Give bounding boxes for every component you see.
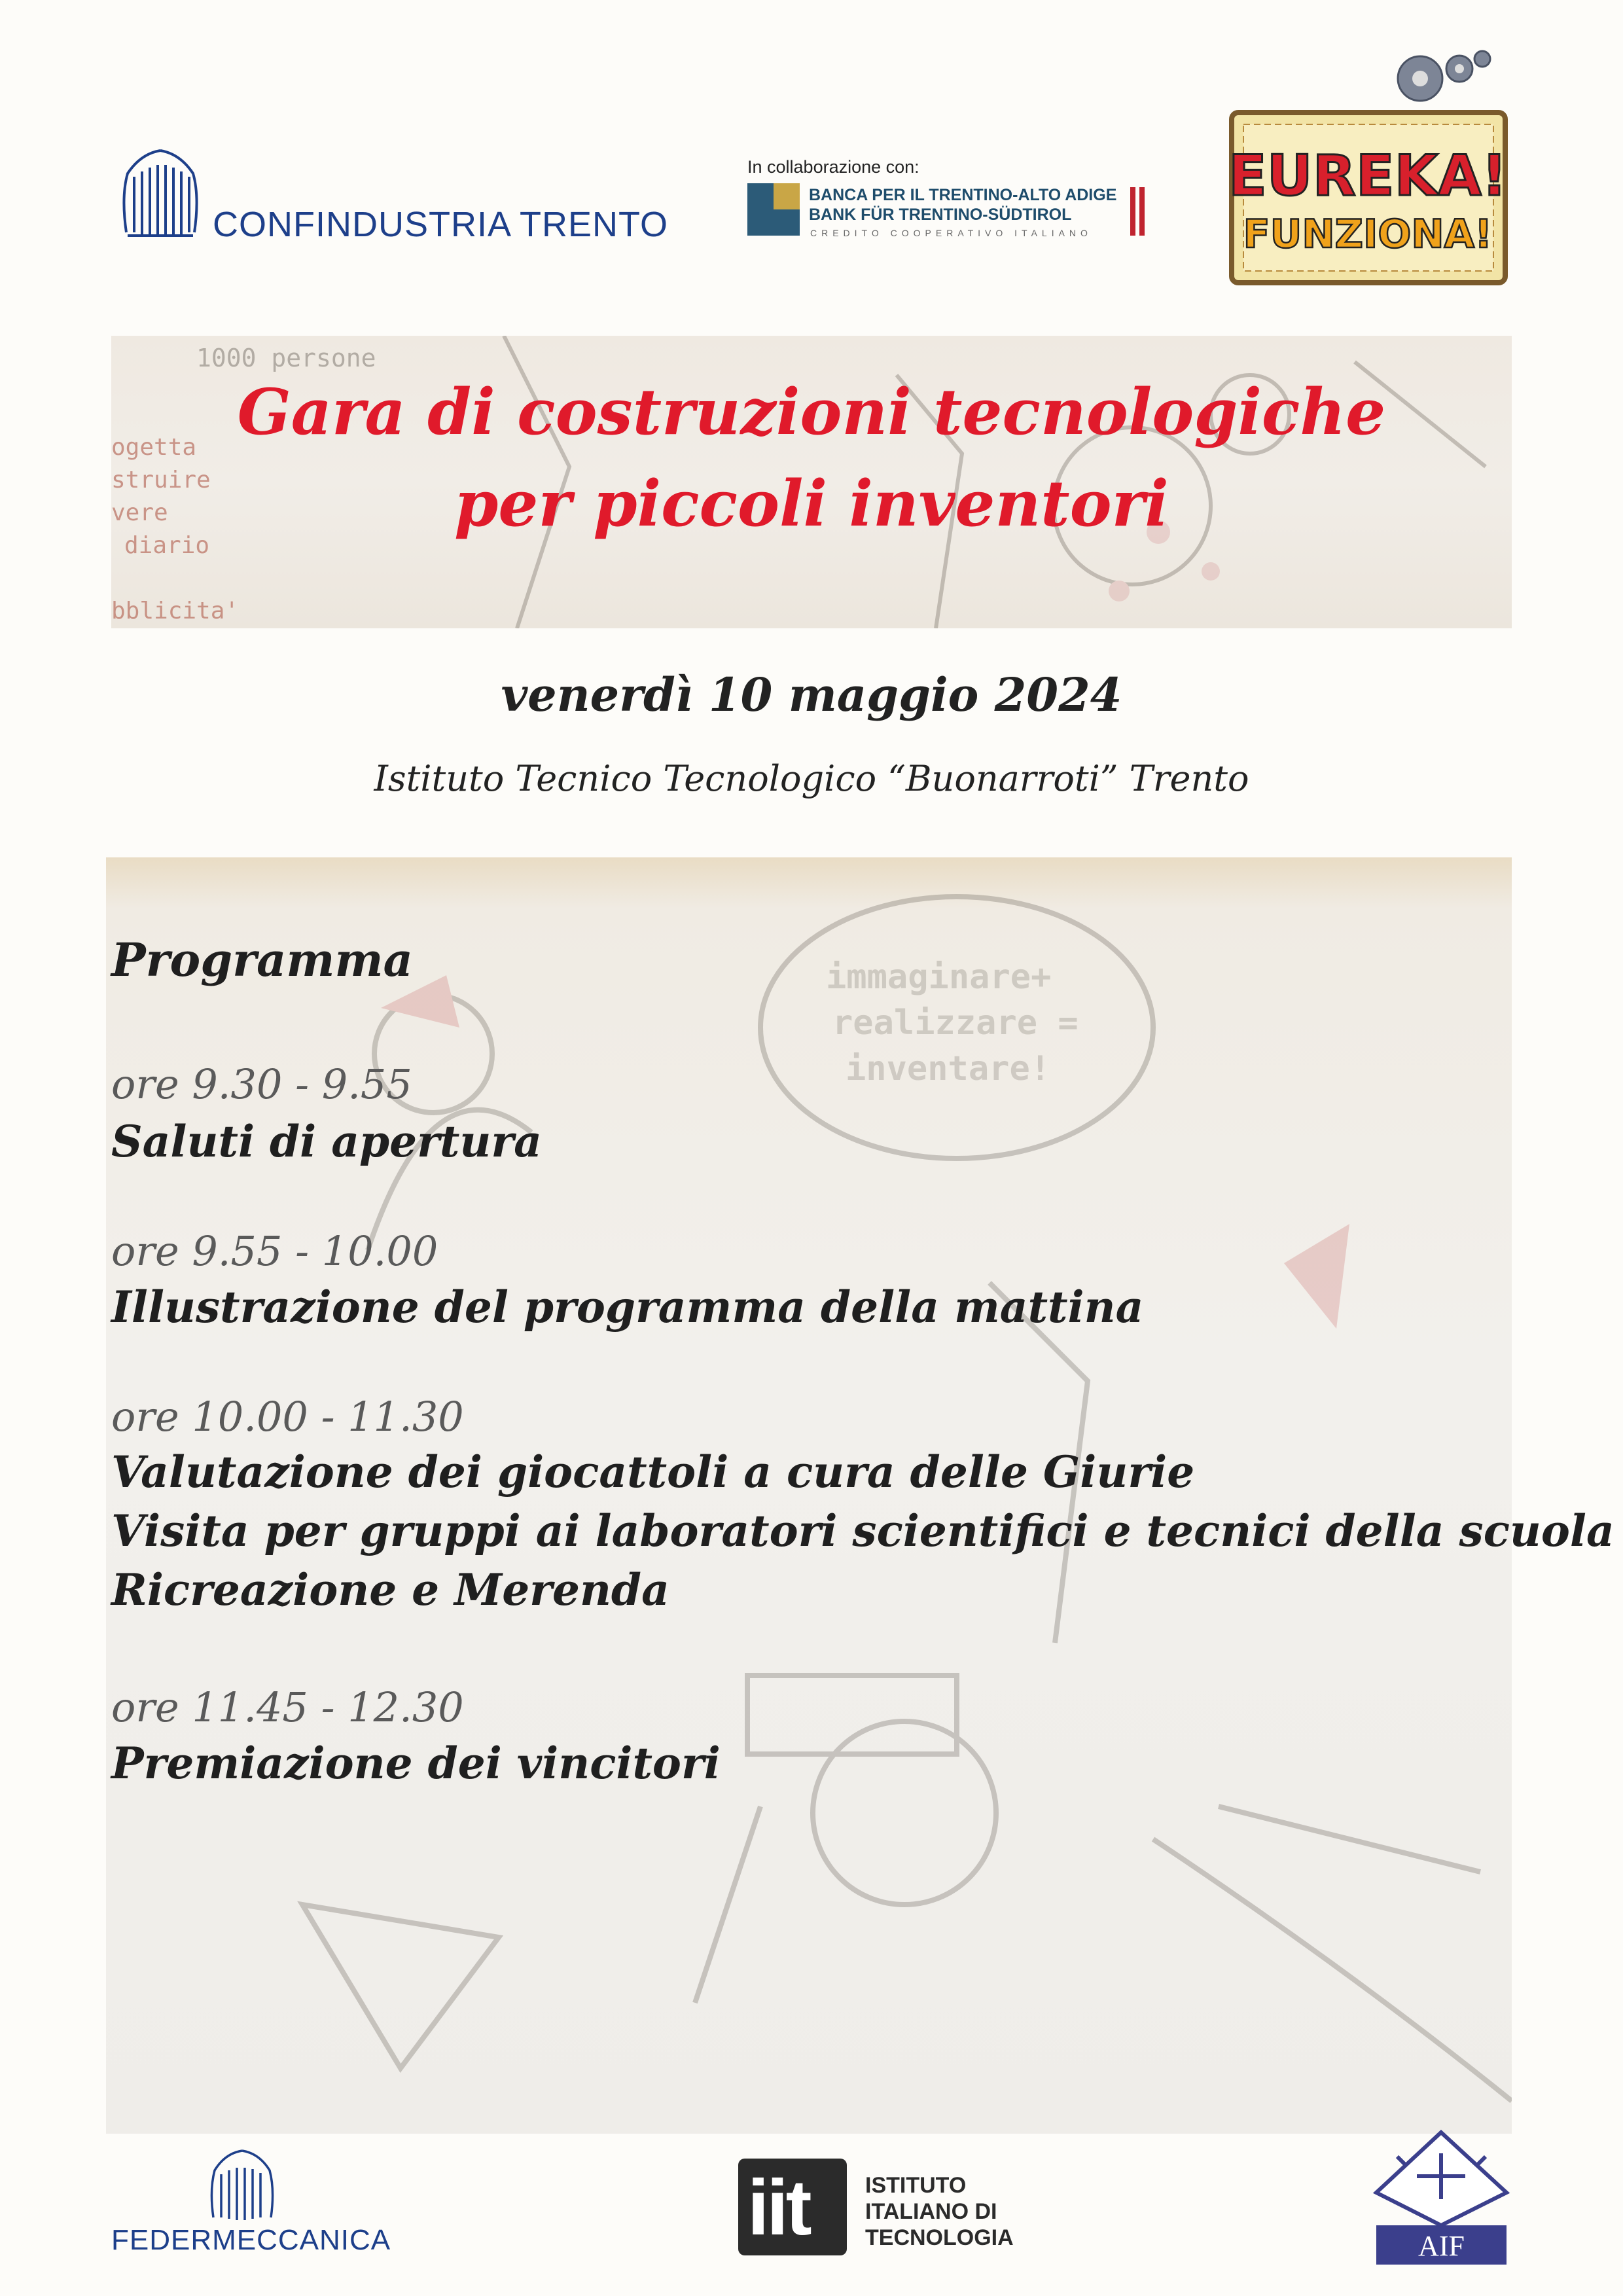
- bank-name-de: BANK FÜR TRENTINO-SÜDTIROL: [809, 206, 1072, 224]
- slot-3-item-3: Ricreazione e Merenda: [111, 1564, 669, 1615]
- bank-bars-icon: [1129, 187, 1149, 236]
- event-date: venerdì 10 maggio 2024: [501, 668, 1122, 722]
- confindustria-name: CONFINDUSTRIA TRENTO: [213, 205, 669, 244]
- slot-2-item-1: Illustrazione del programma della mattina: [111, 1282, 1144, 1333]
- eagle-emblem-icon: [115, 144, 206, 242]
- background-scribble: ogetta: [111, 434, 197, 461]
- bank-name-it: BANCA PER IL TRENTINO-ALTO ADIGE: [809, 186, 1117, 204]
- aif-name: AIF: [1418, 2230, 1465, 2262]
- slot-3-item-1: Valutazione dei giocattoli a cura delle Giurie: [111, 1446, 1195, 1498]
- collab-label: In collaborazione con:: [747, 157, 919, 177]
- iit-mark: iit: [747, 2164, 810, 2251]
- iit-name-2: ITALIANO DI: [865, 2199, 997, 2224]
- slot-1-time: ore 9.30 - 9.55: [111, 1060, 412, 1108]
- immaginare-scribble: immaginare+: [826, 958, 1052, 997]
- bank-emblem-icon: [747, 183, 800, 236]
- eagle-emblem-icon: [203, 2147, 281, 2222]
- background-scribble: struire: [111, 467, 211, 493]
- gears-icon: [1224, 39, 1518, 301]
- eureka-funziona-logo: [1224, 39, 1518, 301]
- iit-logo: [738, 2159, 1039, 2257]
- title-banner: [111, 336, 1512, 628]
- funziona-text: FUNZIONA!: [1243, 211, 1493, 257]
- aif-logo: [1371, 2127, 1512, 2265]
- slot-2-time: ore 9.55 - 10.00: [111, 1227, 438, 1275]
- event-place: Istituto Tecnico Tecnologico “Buonarroti” Trento: [374, 758, 1249, 799]
- background-scribble: diario: [124, 532, 210, 559]
- bank-logo: [746, 157, 1178, 249]
- slot-3-time: ore 10.00 - 11.30: [111, 1393, 464, 1441]
- slot-4-time: ore 11.45 - 12.30: [111, 1683, 464, 1731]
- realizzare-scribble: realizzare =: [832, 1003, 1079, 1043]
- slot-1-item-1: Saluti di apertura: [111, 1116, 542, 1167]
- background-scribble: vere: [111, 499, 168, 526]
- iit-mark-box: [738, 2159, 847, 2255]
- program-heading: Programma: [111, 933, 413, 987]
- confindustria-logo: [115, 144, 669, 244]
- title-line-2: per piccoli inventori: [454, 467, 1169, 541]
- bank-subtitle: CREDITO COOPERATIVO ITALIANO: [810, 228, 1092, 238]
- federmeccanica-logo: [111, 2147, 391, 2258]
- background-scribble: 1000 persone: [196, 344, 376, 372]
- background-scribble: bblicita': [111, 598, 240, 624]
- title-line-1: Gara di costruzioni tecnologiche: [237, 375, 1386, 449]
- iit-name-1: ISTITUTO: [865, 2173, 967, 2198]
- inventare-scribble: inventare!: [846, 1049, 1051, 1088]
- eureka-text: EUREKA!: [1228, 143, 1507, 209]
- iit-name-3: TECNOLOGIA: [865, 2225, 1014, 2250]
- slot-4-item-1: Premiazione dei vincitori: [111, 1738, 721, 1789]
- slot-3-item-2: Visita per gruppi ai laboratori scientifici e tecnici della scuola: [111, 1505, 1614, 1556]
- federmeccanica-name: FEDERMECCANICA: [111, 2224, 391, 2256]
